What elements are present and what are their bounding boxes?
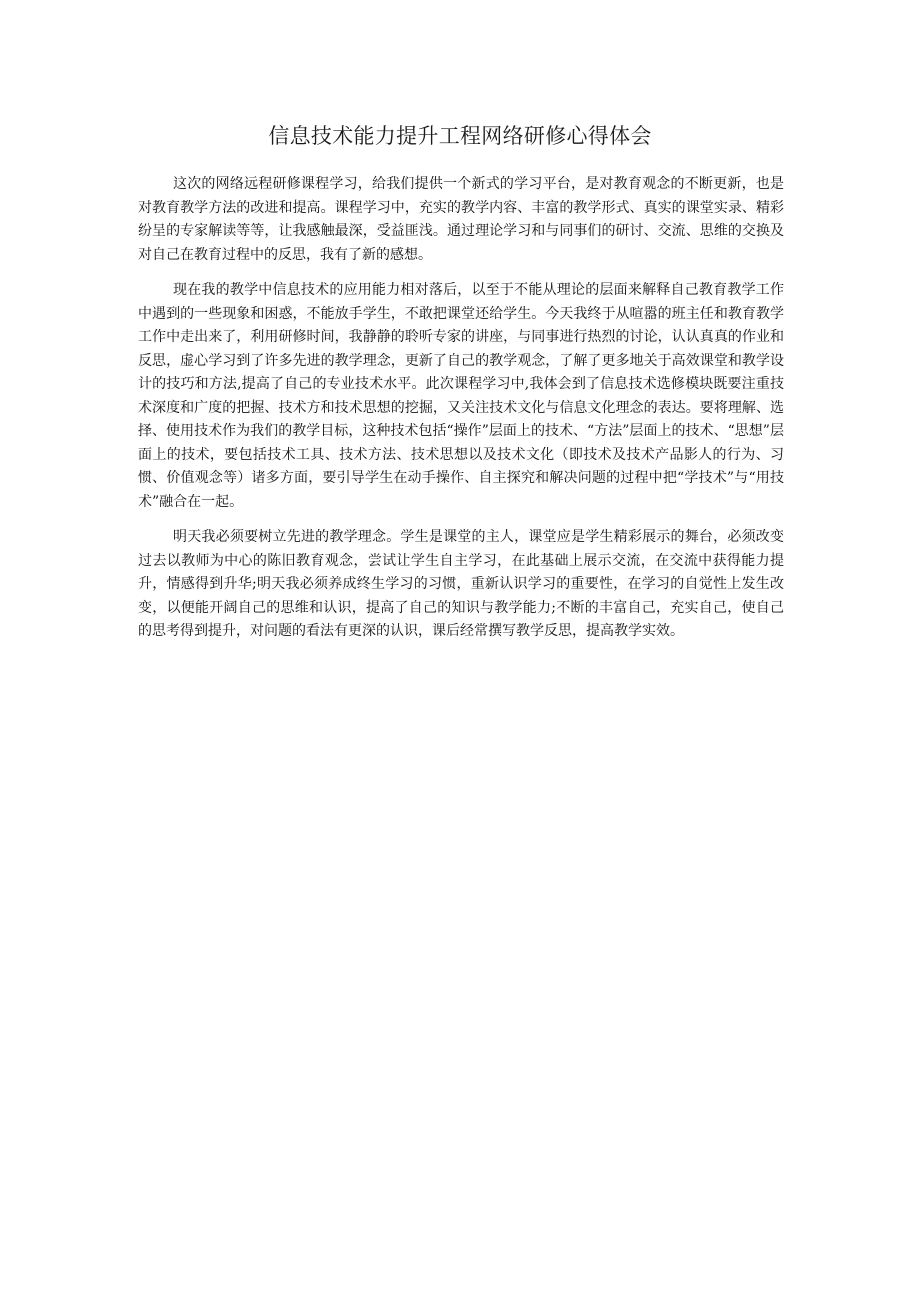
paragraph-2: 现在我的教学中信息技术的应用能力相对落后，以至于不能从理论的层面来解释自己教育教学工作中遇到的一些现象和困惑，不能放手学生，不敢把课堂还给学生。今天我终于从喧嚣的班主任和教育教学工作中走出来了，利用研修时间，我静静的聆听专家的讲座，与同事进行热烈的讨论，认认真真的作业和反思，虚心学习到了许多先进的教学理念，更新了自己的教学观念，了解了更多地关于高效课堂和教学设计的技巧和方法,提高了自己的专业技术水平。此次课程学习中,我体会到了信息技术选修模块既要注重技术深度和广度的把握、技术方和技术思想的挖掘，又关注技术文化与信息文化理念的表达。要将理解、选择、使用技术作为我们的教学目标，这种技术包括“操作”层面上的技术、“方法”层面上的技术、“思想”层面上的技术，要包括技术工具、技术方法、技术思想以及技术文化（即技术及技术产品影人的行为、习惯、价值观念等）诸多方面，要引导学生在动手操作、自主探究和解决问题的过程中把“学技术”与“用技术”融合在一起。 bbox=[138, 282, 784, 510]
paragraph-1: 这次的网络远程研修课程学习，给我们提供一个新式的学习平台，是对教育观念的不断更新，也是对教育教学方法的改进和提高。课程学习中，充实的教学内容、丰富的教学形式、真实的课堂实录、精彩纷呈的专家解读等等，让我感触最深，受益匪浅。通过理论学习和与同事们的研讨、交流、思维的交换及对自己在教育过程中的反思，我有了新的感想。 bbox=[138, 176, 784, 263]
paragraph-3: 明天我必须要树立先进的教学理念。学生是课堂的主人，课堂应是学生精彩展示的舞台，必须改变过去以教师为中心的陈旧教育观念，尝试让学生自主学习，在此基础上展示交流，在交流中获得能力提升，情感得到升华;明天我必须养成终生学习的习惯，重新认识学习的重要性，在学习的自觉性上发生改变，以便能开阔自己的思维和认识，提高了自己的知识与教学能力;不断的丰富自己，充实自己，使自己的思考得到提升，对问题的看法有更深的认识，课后经常撰写教学反思，提高教学实效。 bbox=[138, 529, 784, 639]
document-body bbox=[138, 173, 784, 656]
document-title: 信息技术能力提升工程网络研修心得体会 bbox=[268, 124, 652, 148]
